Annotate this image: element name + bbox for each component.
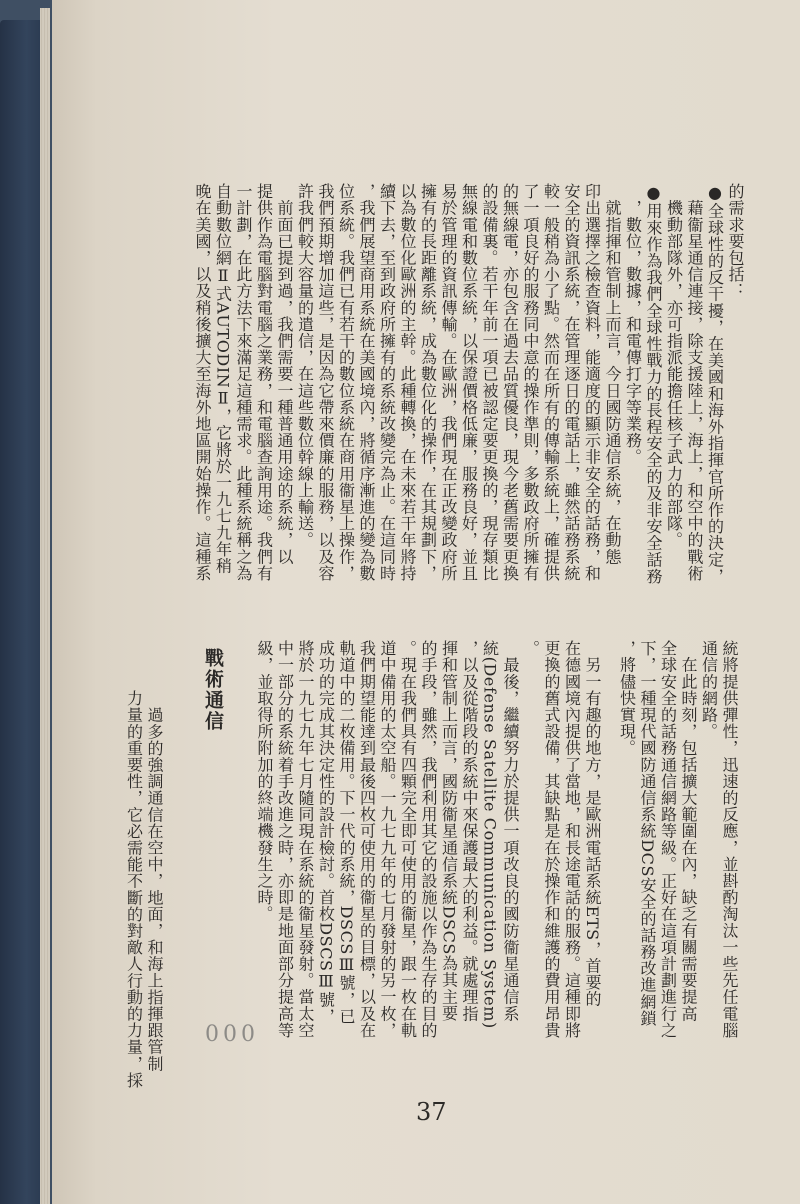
page-stamp-mark: 000	[205, 1022, 259, 1047]
upper-body-text: 的需求要包括： ●全球性的反干擾，在美國和海外指揮官所作的決定， 藉衞星通信連接，除支援陸上，海上，和空中的戰術 機動部隊外，亦可指派能擔任核子武力的部隊。 ●用來作為我們全球性戰力的長程安全的及非安全話務 ，數位，數據，和電傳打字等業務。 就指揮和管制上而言，今日國防通信系統，在動態 印出選擇之檢查資料，能適度的顯示非安全的話務，和 安全的資訊系統，在管理逐日的電話上，雖然話務系統 較一般稍為小了點。然而在所有的傳輸系統上，確提供 了一項良好的服務同中意的操作準則，多數政府所擁有 的無線電，亦包含在過去品質優良，現今老舊需要更換 的設備裏。若干年前一項已被認定要更換的，現存類比 無線電和數位系統，以保證價格低廉，服務良好，並且 易於管理的資訊傳輸。在歐洲，我們現在正改變政府所 擁有的長距離系統，成為數位化的操作，在其規劃下， 以為數位化歐洲的主幹。此種轉換，在未來若干年將持 續下去，至到政府所擁有的系統改變完為止。在這同時 ，我們展望商用系統在美國境內，將循序漸進的變為數 位系統。我們已有若干的數位系統在商用衞星上操作， 我們預期增加這些，是因為它帶來價廉的服務，以及容 許我們較大容量的遣信，在這些數位幹線上輸送。 前面已提到過，我們需要一種普通用途的系統，以 提供作為電腦對電腦之業務，和電腦查詢用途。我們有 一計劃，在此方法下來滿足這種需求。此種系統稱之為 自動數位網Ⅱ式AUTODINⅡ，它將於一九七九年稍 晚在美國，以及稍後擴大至海外地區開始操作。這種系	[193, 183, 745, 585]
lower-body-text: 另一有趣的地方，是歐洲電話系統ETS，首要的 在德國境內提供了當地，和長途電話的服務。這種即將 更換的舊式設備，其缺點是在於操作和維護的費用昂貴 。 最後，繼續努力於提供一項改良的國防衞星通信系 統(Defense Satellite Communication System) ，以及從階段的系統中來保護最大的利益。就處理指 揮和管制上而言，國防衞星通信系統DSCS為其主要 的手段，雖然，我們利用其它的設施以作為生存的目的 。現在我們具有四顆完全即可使用的衞星，跟一枚在軌 道中備用的太空船。一九七九年的七月發射的另一枚， 我們期望能達到最後四枚可使用的衞星的目標，以及在 軌道中的二枚備用。下一代的系統，DSCSⅢ號，已 成功的完成其決定性的設計檢討。首枚DSCSⅢ號， 將於一九七九年七月隨同現在系統的衞星發射。當太空 中一部分的系統着手改進之時，亦即是地面部分提高等 級，並取得所附加的終端機發生之時。	[255, 640, 602, 1039]
page-number: 37	[416, 1098, 447, 1126]
tactical-communication-text: 過多的強調通信在空中，地面，和海上指揮跟管制 力量的重要性，它必需能不斷的對敵人行動的力量，採	[124, 690, 164, 1089]
page-stack-edge	[40, 8, 50, 1204]
section-heading: 戰術通信	[202, 648, 224, 732]
lower-right-body-text: 統將提供彈性，迅速的反應，並斟酌淘汰一些先任電腦 通信的網路。 在此時刻，包括擴大範圍在內，缺乏有關需要提高 全球安全的話務通信網路等級。正好在這項計劃進行之 下，一種現代國防通信系統DCS安全的話務改進網鎖 ，將儘快實現。	[617, 640, 739, 1039]
book-cover-edge	[0, 20, 44, 1204]
book-page	[52, 0, 800, 1204]
